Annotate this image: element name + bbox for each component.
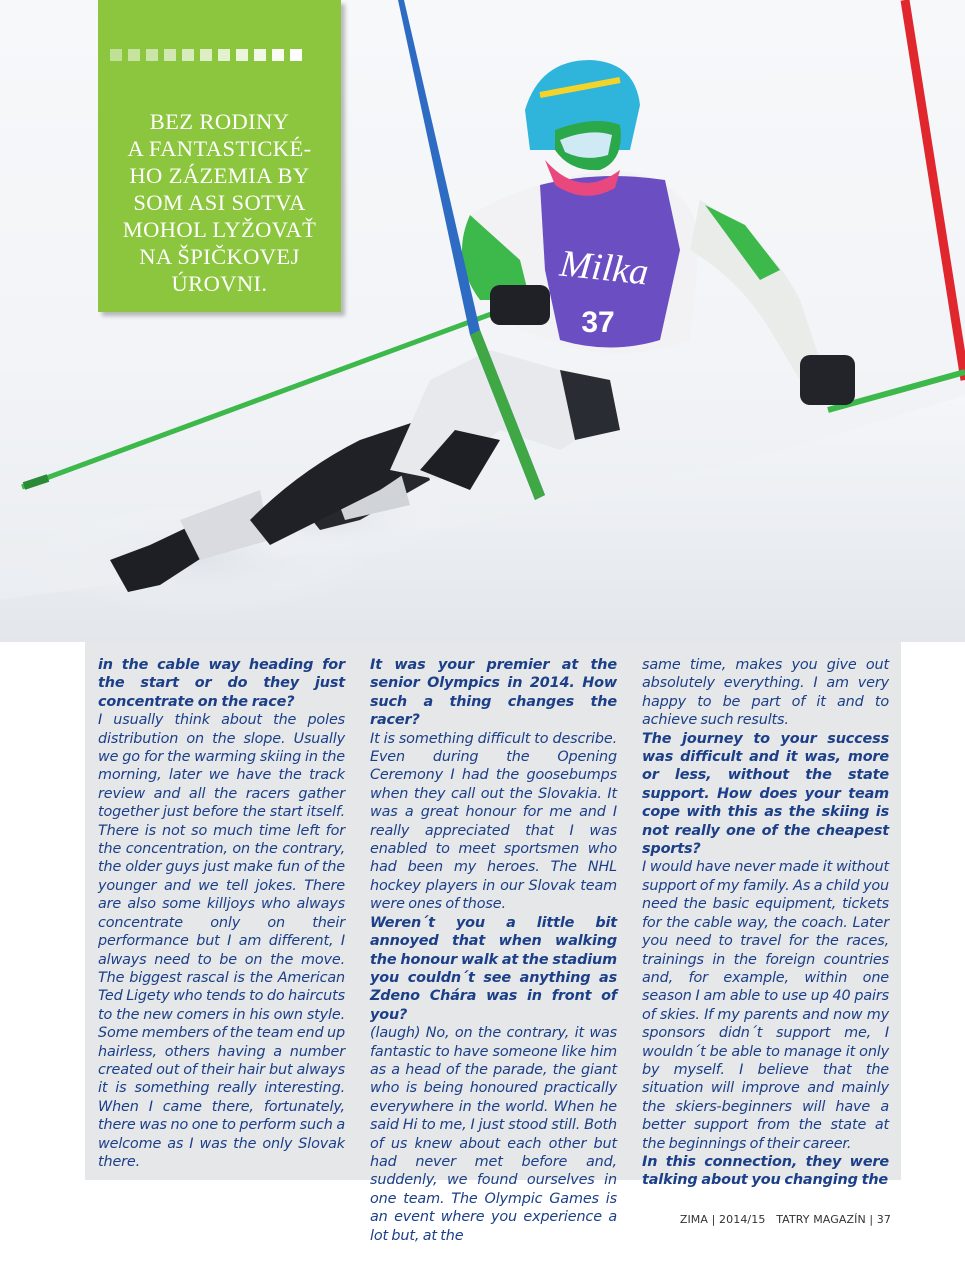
quote-line: BEZ RODINY: [149, 109, 290, 134]
quote-line: MOHOL LYŽOVAŤ: [122, 217, 317, 242]
article-column-1: [98, 656, 345, 1171]
arm-right: [690, 200, 820, 380]
article-column-3: [642, 656, 889, 1190]
interview-question: It was your premier at the senior Olympics in 2014. How such a thing changes the racer?: [370, 657, 617, 729]
interview-answer: It is something difficult to describe. Even during the Opening Ceremony I had the goosebumps when they call out the Slovakia. It was a great honour for me and I really appreciated that I was enabled to meet sportsmen who had been my heroes. The NHL hockey players in our Slovak team were ones of those.: [370, 730, 617, 913]
pull-quote-text: [106, 108, 333, 297]
red-gate-pole: [905, 0, 965, 380]
interview-question: The journey to your success was difficult and it was, more or less, without the state support. How does your team cope with this as the skiing is not really one of the cheapest sports?: [642, 730, 889, 858]
pull-quote-box: [98, 0, 341, 312]
glove-left: [490, 285, 550, 325]
quote-line: HO ZÁZEMIA BY: [129, 163, 310, 188]
interview-answer: I usually think about the poles distribution on the slope. Usually we go for the warming skiing in the morning, later we have the track review and all the racers gather together just before the start itself. There is not so much time left for the concentration, on the contrary, the older guys just make fun of the younger and we tell jokes. There are also some killjoys who always concentrate only on their performance but I am different, I always need to be on the move. The biggest rascal is the American Ted Ligety who tends to do haircuts to the new comers in his own style. Some members of the team end up hairless, others having a number created out of their hair but always it is something really interesting. When I came there, fortunately, there was no one to perform such a welcome as I was the only Slovak there.: [98, 712, 345, 1170]
glove-right: [800, 355, 855, 405]
interview-answer: same time, makes you give out absolutely everything. I am very happy to be part of it and to achieve such results.: [642, 657, 889, 729]
quote-line: NA ŠPIČKOVEJ: [139, 244, 300, 269]
article-column-2: [370, 656, 617, 1245]
interview-question: In this connection, they were talking about you changing the: [642, 1153, 889, 1189]
interview-question: in the cable way heading for the start or do they just concentrate on the race?: [98, 657, 345, 710]
decorative-squares: [110, 49, 302, 61]
quote-line: A FANTASTICKÉ-: [127, 136, 312, 161]
interview-answer: (laugh) No, on the contrary, it was fantastic to have someone like him as a head of the parade, the giant who is being honoured practically everywhere in the world. When he said Hi to me, I just stood still. Both of us knew about each other but had never met before and, suddenly, we found ourselves in one team. The Olympic Games is an event where you experience a lot but, at the: [370, 1025, 617, 1244]
quote-line: ÚROVNI.: [171, 271, 268, 296]
page-footer: ZIMA | 2014/15 TATRY MAGAZÍN | 37: [679, 1213, 891, 1226]
interview-question: Weren´t you a little bit annoyed that when walking the honour walk at the stadium you couldn´t see anything as Zdeno Chára was in front of you?: [370, 914, 617, 1023]
bib-brand: Milka: [557, 242, 651, 294]
quote-line: SOM ASI SOTVA: [133, 190, 306, 215]
interview-answer: I would have never made it without support of my family. As a child you need the basic equipment, tickets for the cable way, the coach. Later you need to travel for the races, trainings in the foreign countries and, for example, within one season I am able to use up 40 pairs of skies. If my parents and now my sponsors didn´t support me, I wouldn´t be able to manage it only by myself. I believe that the situation will improve and mainly the skiers-beginners will have a better support from the state at the beginnings of their career.: [642, 859, 889, 1152]
bib-number: 37: [581, 306, 615, 339]
